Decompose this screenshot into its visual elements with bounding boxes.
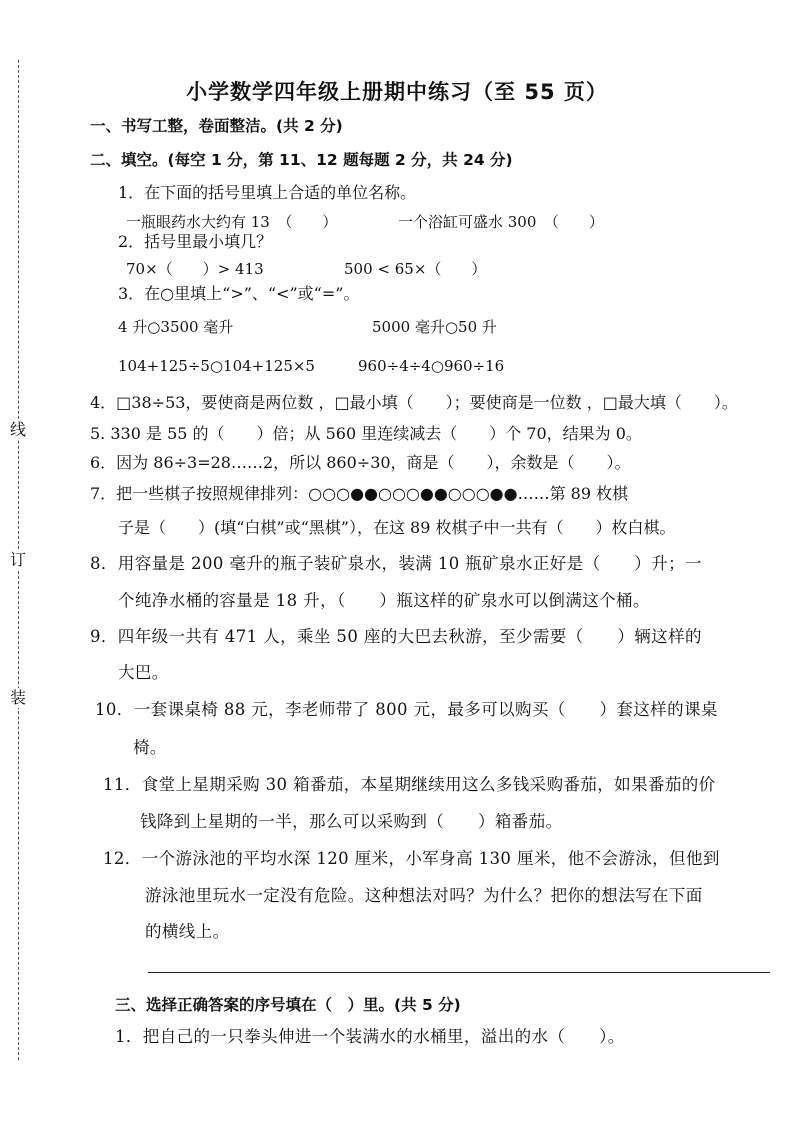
question-3: 3．在○里填上“>”、“<”或“=”。	[118, 284, 360, 303]
question-10-line2: 椅。	[133, 738, 167, 757]
question-12-line3: 的横线上。	[145, 922, 230, 941]
question-2a: 70×（ ）> 413	[126, 260, 264, 278]
question-9-line2: 大巴。	[118, 663, 169, 682]
binding-label-zhuang: 装	[9, 688, 26, 707]
section1-header: 一、书写工整，卷面整洁。(共 2 分)	[90, 117, 343, 135]
question-7-line1: 7．把一些棋子按照规律排列：○○○●●○○○●●○○○●●……第 89 枚棋	[90, 484, 629, 503]
question-3a: 4 升○3500 毫升	[118, 318, 234, 336]
question-1a: 一瓶眼药水大约有 13 （ ）	[126, 213, 338, 231]
binding-label-xian: 线	[9, 420, 26, 439]
question-8-line2: 个纯净水桶的容量是 18 升，（ ）瓶这样的矿泉水可以倒满这个桶。	[118, 591, 650, 610]
question-3c: 104+125÷5○104+125×5	[118, 357, 315, 375]
question-1: 1．在下面的括号里填上合适的单位名称。	[118, 183, 417, 202]
question-3d: 960÷4÷4○960÷16	[358, 357, 505, 375]
section2-header: 二、填空。(每空 1 分，第 11、12 题每题 2 分，共 24 分)	[90, 151, 513, 169]
question-8-line1: 8．用容量是 200 毫升的瓶子装矿泉水，装满 10 瓶矿泉水正好是（ ）升；一	[90, 554, 702, 573]
question-2b: 500 < 65×（ ）	[344, 260, 487, 278]
page-title: 小学数学四年级上册期中练习（至 55 页）	[186, 80, 608, 104]
question-4: 4．□38÷53，要使商是两位数 ，□最小填（ ）；要使商是一位数 ，□最大填（ ）。	[90, 393, 738, 412]
question-9-line1: 9．四年级一共有 471 人，乘坐 50 座的大巴去秋游，至少需要（ ）辆这样的	[90, 627, 702, 646]
question-11-line1: 11．食堂上星期采购 30 箱番茄，本星期继续用这么多钱采购番茄，如果番茄的价	[103, 775, 716, 794]
question-7-line2: 子是（ ）(填“白棋”或“黑棋”），在这 89 枚棋子中一共有（ ）枚白棋。	[118, 518, 676, 537]
question-1b: 一个浴缸可盛水 300 （ ）	[398, 213, 604, 231]
binding-label-ding: 订	[9, 550, 26, 569]
section3-question-1: 1．把自己的一只拳头伸进一个装满水的水桶里，溢出的水（ ）。	[115, 1027, 625, 1046]
binding-margin	[6, 60, 28, 1060]
question-6: 6．因为 86÷3=28……2，所以 860÷30，商是（ ），余数是（ ）。	[90, 453, 631, 472]
question-5: 5. 330 是 55 的（ ）倍；从 560 里连续减去（ ）个 70，结果为 0。	[90, 424, 642, 443]
answer-blank-line	[148, 972, 770, 973]
question-12-line1: 12．一个游泳池的平均水深 120 厘米，小军身高 130 厘米，他不会游泳，但他到	[103, 849, 720, 868]
section3-header: 三、选择正确答案的序号填在（ ）里。(共 5 分)	[115, 996, 461, 1014]
question-2: 2．括号里最小填几？	[118, 232, 273, 251]
question-11-line2: 钱降到上星期的一半，那么可以采购到（ ）箱番茄。	[140, 812, 563, 831]
question-3b: 5000 毫升○50 升	[372, 318, 497, 336]
question-12-line2: 游泳池里玩水一定没有危险。这种想法对吗？为什么？把你的想法写在下面	[145, 886, 703, 905]
question-10-line1: 10．一套课桌椅 88 元，李老师带了 800 元，最多可以购买（ ）套这样的课桌	[95, 700, 718, 719]
